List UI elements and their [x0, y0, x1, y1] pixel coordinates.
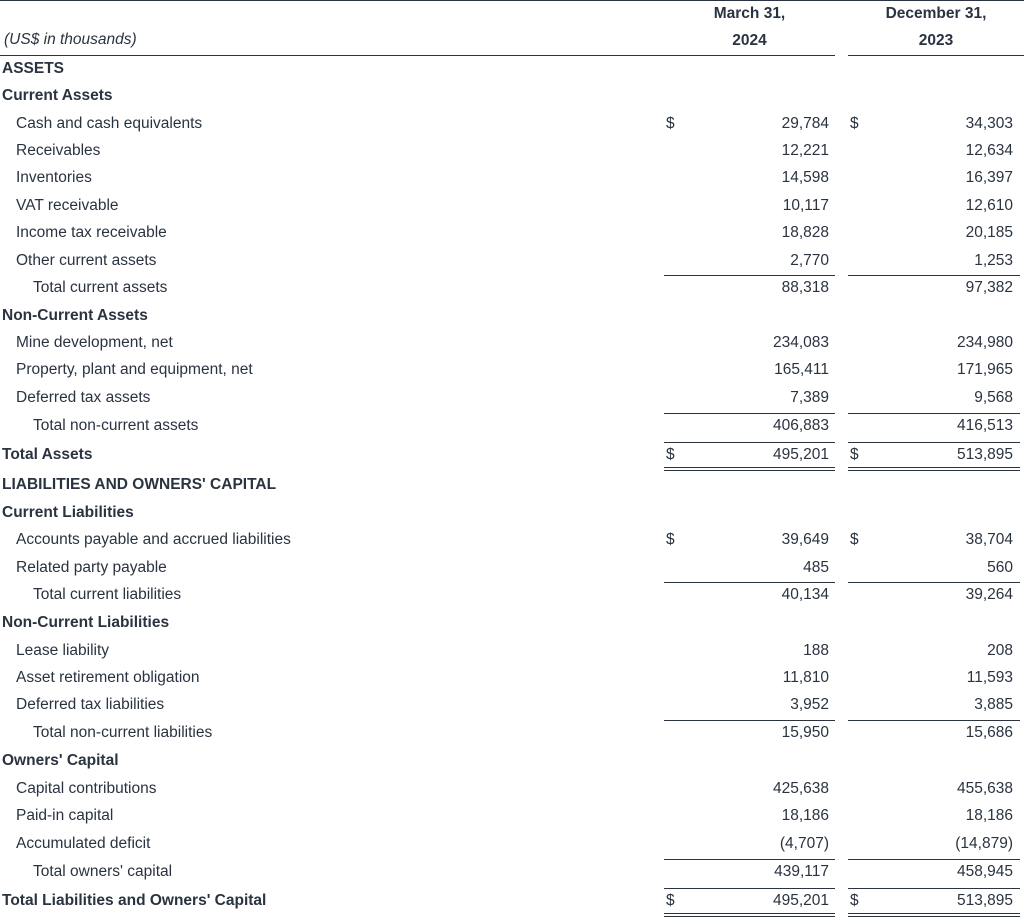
- value-march-2024: 18,186: [781, 807, 829, 824]
- value-december-2023: 3,885: [974, 696, 1013, 713]
- value-march-2024: 165,411: [774, 361, 829, 378]
- row-label: Non-Current Assets: [2, 307, 148, 324]
- value-march-2024: 12,221: [781, 142, 829, 159]
- double-underline-b: [848, 467, 1020, 471]
- line-item-row: [0, 529, 1024, 551]
- value-march-2024: 2,770: [790, 252, 829, 269]
- line-item-row: [0, 694, 1024, 716]
- value-december-2023: 513,895: [956, 446, 1013, 463]
- row-label: Income tax receivable: [16, 224, 167, 241]
- line-item-row: [0, 833, 1024, 855]
- value-march-2024: 11,810: [782, 669, 829, 686]
- value-december-2023: 11,593: [966, 669, 1013, 686]
- section-heading-row: [0, 474, 1024, 496]
- column-header-december-2023-year: 2023: [918, 32, 954, 49]
- subtotal-row: [0, 722, 1024, 744]
- unit-label: (US$ in thousands): [4, 31, 137, 48]
- row-label: Total Assets: [2, 446, 93, 463]
- row-label: Total owners' capital: [33, 863, 173, 880]
- line-item-row: [0, 557, 1024, 579]
- line-item-row: [0, 332, 1024, 354]
- section-heading-row: [0, 750, 1024, 772]
- value-march-2024: 495,201: [772, 892, 829, 909]
- subtotal-row: [0, 861, 1024, 883]
- row-label: ASSETS: [2, 60, 65, 77]
- row-label: Inventories: [16, 169, 92, 186]
- value-december-2023: 455,638: [956, 780, 1013, 797]
- column-header-march-2024-year: 2024: [732, 32, 767, 49]
- line-item-row: [0, 387, 1024, 409]
- line-item-row: [0, 195, 1024, 217]
- subtotal-rule-a: [664, 582, 835, 583]
- value-december-2023: 20,185: [965, 224, 1013, 241]
- subtotal-rule-b: [848, 582, 1020, 583]
- currency-symbol-december-2023: $: [850, 115, 859, 132]
- value-march-2024: 495,201: [772, 446, 829, 463]
- value-december-2023: 9,568: [974, 389, 1013, 406]
- value-december-2023: 416,513: [956, 417, 1013, 434]
- value-december-2023: 18,186: [965, 807, 1013, 824]
- row-label: Total non-current assets: [33, 417, 199, 434]
- value-december-2023: 171,965: [956, 361, 1013, 378]
- section-heading-row: [0, 502, 1024, 524]
- row-label: Current Liabilities: [2, 504, 134, 521]
- subtotal-rule-b: [848, 859, 1020, 860]
- value-march-2024: 29,784: [781, 115, 829, 132]
- value-march-2024: 15,950: [781, 724, 829, 741]
- currency-symbol-december-2023: $: [850, 892, 859, 909]
- line-item-row: [0, 667, 1024, 689]
- value-december-2023: 208: [987, 642, 1013, 659]
- currency-symbol-march-2024: $: [666, 446, 675, 463]
- value-december-2023: 513,895: [956, 892, 1013, 909]
- value-march-2024: 40,134: [781, 586, 829, 603]
- value-december-2023: 560: [987, 559, 1013, 576]
- line-item-row: [0, 640, 1024, 662]
- value-december-2023: 38,704: [965, 531, 1013, 548]
- subtotal-rule-a: [664, 275, 835, 276]
- row-label: Non-Current Liabilities: [2, 614, 170, 631]
- row-label: Other current assets: [16, 252, 157, 269]
- value-march-2024: 439,117: [774, 863, 829, 880]
- row-label: Receivables: [16, 142, 101, 159]
- subtotal-row: [0, 277, 1024, 299]
- line-item-row: [0, 140, 1024, 162]
- value-march-2024: 234,083: [772, 334, 829, 351]
- line-item-row: [0, 222, 1024, 244]
- row-label: Property, plant and equipment, net: [16, 361, 253, 378]
- section-heading-row: [0, 305, 1024, 327]
- row-label: Total current assets: [33, 279, 168, 296]
- subtotal-rule-a: [664, 859, 835, 860]
- row-label: Related party payable: [16, 559, 167, 576]
- subtotal-rule-a: [664, 413, 835, 414]
- subtotal-rule-a: [664, 888, 835, 889]
- value-december-2023: 1,253: [974, 252, 1013, 269]
- row-label: Asset retirement obligation: [16, 669, 200, 686]
- grand-total-row: [0, 444, 1024, 466]
- line-item-row: [0, 805, 1024, 827]
- column-header-march-2024-month: March 31,: [713, 5, 786, 22]
- value-march-2024: 425,638: [772, 780, 829, 797]
- value-march-2024: 18,828: [781, 224, 829, 241]
- section-heading-row: [0, 58, 1024, 80]
- top-border: [0, 0, 1024, 1]
- header-rule-a: [0, 55, 835, 56]
- value-march-2024: 88,318: [781, 279, 829, 296]
- row-label: LIABILITIES AND OWNERS' CAPITAL: [2, 476, 277, 493]
- line-item-row: [0, 778, 1024, 800]
- value-march-2024: 485: [803, 559, 829, 576]
- subtotal-rule-a: [664, 720, 835, 721]
- row-label: Lease liability: [16, 642, 110, 659]
- currency-symbol-december-2023: $: [850, 446, 859, 463]
- row-label: Deferred tax liabilities: [16, 696, 165, 713]
- row-label: VAT receivable: [16, 197, 119, 214]
- value-december-2023: 12,610: [965, 197, 1013, 214]
- subtotal-rule-a: [664, 442, 835, 443]
- value-march-2024: (4,707): [779, 835, 829, 852]
- subtotal-row: [0, 415, 1024, 437]
- row-label: Total current liabilities: [33, 586, 182, 603]
- section-heading-row: [0, 612, 1024, 634]
- value-december-2023: 234,980: [956, 334, 1013, 351]
- value-march-2024: 14,598: [781, 169, 829, 186]
- value-march-2024: 3,952: [790, 696, 829, 713]
- row-label: Accounts payable and accrued liabilities: [16, 531, 291, 548]
- value-march-2024: 10,117: [782, 197, 829, 214]
- value-december-2023: 15,686: [965, 724, 1013, 741]
- row-label: Total non-current liabilities: [33, 724, 213, 741]
- line-item-row: [0, 359, 1024, 381]
- currency-symbol-march-2024: $: [666, 892, 675, 909]
- grand-total-row: [0, 890, 1024, 912]
- row-label: Cash and cash equivalents: [16, 115, 203, 132]
- row-label: Capital contributions: [16, 780, 157, 797]
- value-march-2024: 188: [803, 642, 829, 659]
- section-heading-row: [0, 85, 1024, 107]
- currency-symbol-december-2023: $: [850, 531, 859, 548]
- line-item-row: [0, 167, 1024, 189]
- row-label: Mine development, net: [16, 334, 173, 351]
- row-label: Current Assets: [2, 87, 113, 104]
- value-december-2023: 16,397: [965, 169, 1013, 186]
- subtotal-rule-b: [848, 888, 1020, 889]
- row-label: Total Liabilities and Owners' Capital: [2, 892, 267, 909]
- double-underline-a: [664, 913, 835, 917]
- subtotal-rule-b: [848, 413, 1020, 414]
- value-march-2024: 406,883: [772, 417, 829, 434]
- subtotal-rule-b: [848, 442, 1020, 443]
- subtotal-row: [0, 584, 1024, 606]
- value-december-2023: 39,264: [965, 586, 1013, 603]
- value-december-2023: (14,879): [955, 835, 1013, 852]
- line-item-row: [0, 113, 1024, 135]
- value-march-2024: 7,389: [790, 389, 829, 406]
- value-march-2024: 39,649: [781, 531, 829, 548]
- row-label: Paid-in capital: [16, 807, 114, 824]
- row-label: Owners' Capital: [2, 752, 119, 769]
- subtotal-rule-b: [848, 720, 1020, 721]
- double-underline-b: [848, 913, 1020, 917]
- header-rule-b: [848, 55, 1024, 56]
- column-header-december-2023-month: December 31,: [885, 5, 987, 22]
- value-december-2023: 458,945: [956, 863, 1013, 880]
- subtotal-rule-b: [848, 275, 1020, 276]
- value-december-2023: 12,634: [965, 142, 1013, 159]
- row-label: Accumulated deficit: [16, 835, 151, 852]
- currency-symbol-march-2024: $: [666, 531, 675, 548]
- double-underline-a: [664, 467, 835, 471]
- currency-symbol-march-2024: $: [666, 115, 675, 132]
- line-item-row: [0, 250, 1024, 272]
- value-december-2023: 34,303: [965, 115, 1013, 132]
- value-december-2023: 97,382: [965, 279, 1013, 296]
- row-label: Deferred tax assets: [16, 389, 151, 406]
